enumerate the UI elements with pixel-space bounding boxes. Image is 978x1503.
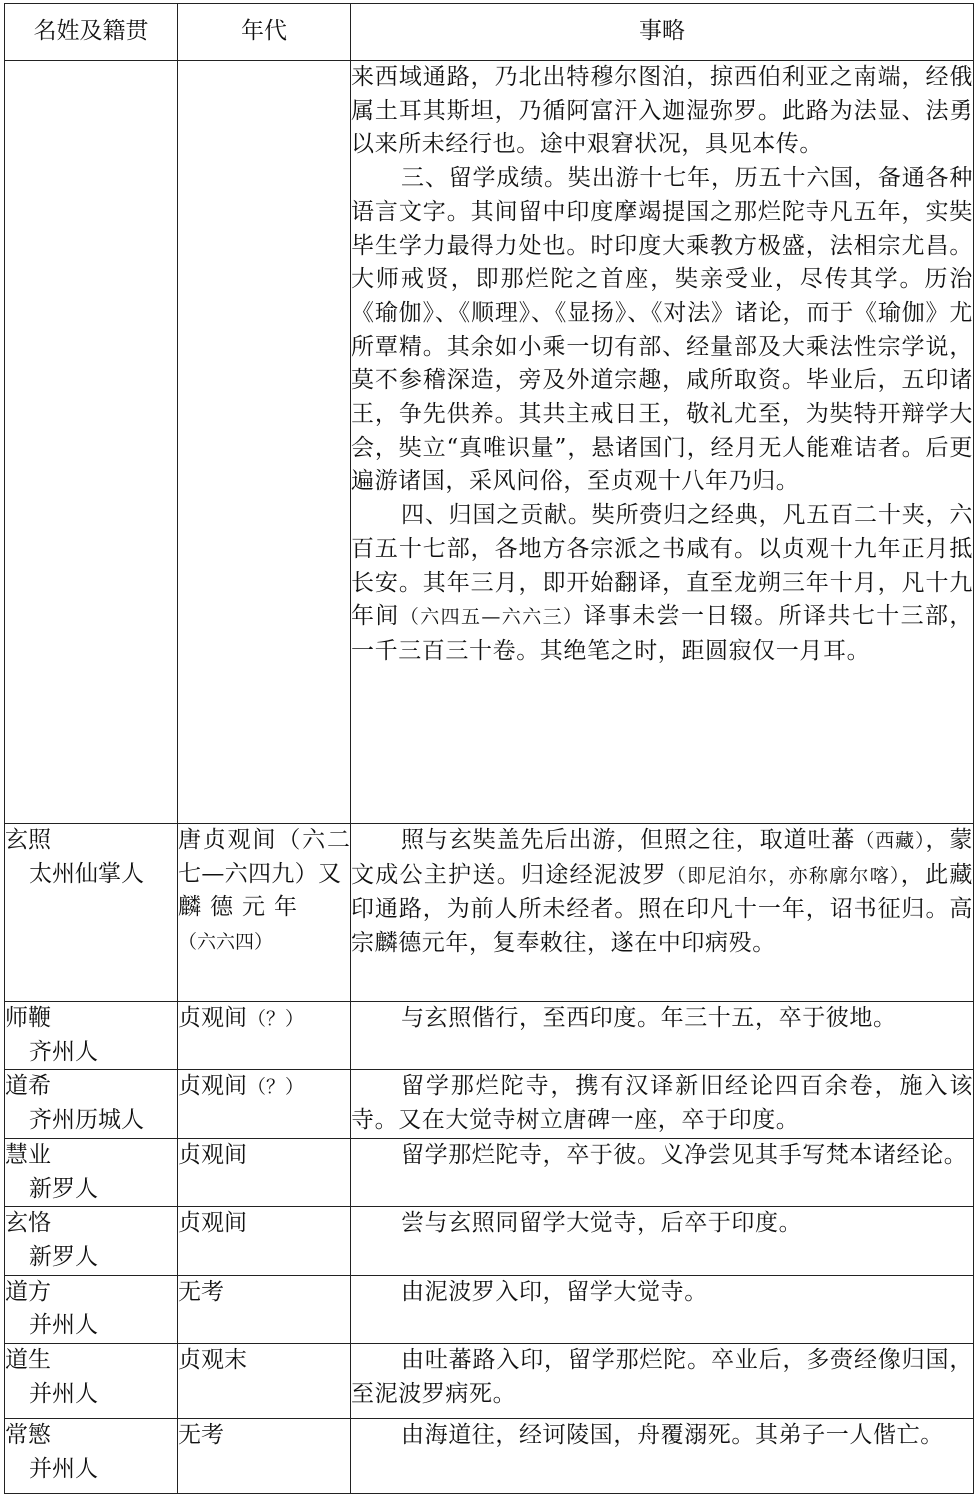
person-origin: 齐州历城人 [29, 1107, 144, 1134]
summary-note: （六四五—六六三） [399, 606, 584, 629]
summary-text: 四、归国之贡献。奘所赍归之经典，凡五百二十夹，六百五十七部，各地方各宗派之书咸有。以贞观十九年正月抵长安。其年三月，即开始翻译，直至龙朔三年十月，凡十九年间 [351, 502, 973, 630]
summary-paragraph: 来西域通路，乃北出特穆尔图泊，掠西伯利亚之南端，经俄属土耳其斯坦，乃循阿富汗入迦湿弥罗。此路为法显、法勇以来所未经行也。途中艰窘状况，具见本传。 [351, 64, 973, 158]
person-name: 玄照 [5, 827, 51, 853]
biography-table [4, 3, 974, 1494]
summary-paragraph: 由吐蕃路入印，留学那烂陀。卒业后，多赍经像归国，至泥波罗病死。 [351, 1347, 973, 1407]
era-text: 又麟德元年 [178, 860, 350, 921]
person-origin: 并州人 [29, 1312, 98, 1339]
summary-note: （即尼泊尔，亦称廓尔喀） [666, 864, 901, 887]
summary-text: ，蒙文成公主护送。归途经泥波罗 [351, 827, 973, 888]
name-cell [5, 1207, 178, 1275]
summary-cell [351, 1138, 974, 1206]
summary-paragraph: 留学那烂陀寺，卒于彼。义净尝见其手写梵本诸经论。 [401, 1141, 968, 1168]
person-name: 道生 [5, 1347, 51, 1374]
summary-cell [351, 61, 974, 824]
summary-cell [351, 1002, 974, 1070]
table-row [5, 1070, 974, 1138]
person-origin: 太州仙掌人 [29, 860, 144, 887]
person-name: 玄恪 [5, 1210, 51, 1237]
summary-cell [351, 1070, 974, 1138]
person-name: 道希 [5, 1073, 51, 1100]
table-row [5, 1002, 974, 1070]
name-cell [5, 1419, 178, 1494]
era-text: 贞观末 [178, 1347, 247, 1374]
era-note: （六六四） [178, 931, 274, 954]
summary-text: 译事未尝一日辍。所译共七十三部，一千三百三十卷。其绝笔之时，距圆寂仅一月耳。 [351, 603, 974, 664]
person-name: 道方 [5, 1278, 51, 1305]
header-era: 年代 [178, 4, 351, 61]
summary-paragraph: 由海道往，经诃陵国，舟覆溺死。其弟子一人偕亡。 [401, 1422, 944, 1449]
summary-text: ，此藏印通路，为前人所未经者。照在印凡十一年，诏书征归。高宗麟德元年，复奉敕往，遂在中印病殁。 [351, 861, 973, 957]
era-note: （六二七—六四九） [178, 827, 351, 887]
summary-cell [351, 824, 974, 1002]
era-text: 无考 [178, 1278, 224, 1305]
era-cell [178, 1070, 351, 1138]
era-text: 无考 [178, 1422, 224, 1449]
era-text: 唐贞观间 [178, 827, 278, 853]
name-cell [5, 61, 178, 824]
name-cell [5, 1344, 178, 1419]
summary-cell [351, 1207, 974, 1275]
era-cell [178, 1419, 351, 1494]
era-cell [178, 61, 351, 824]
summary-text: 照与玄奘盖先后出游，但照之往，取道吐蕃 [401, 827, 856, 853]
summary-paragraph [351, 824, 973, 961]
summary-paragraph: 留学那烂陀寺，携有汉译新旧经论四百余卷，施入该寺。又在大觉寺树立唐碑一座，卒于印度。 [351, 1073, 973, 1134]
header-name-origin: 名姓及籍贯 [5, 4, 178, 61]
era-cell [178, 1002, 351, 1070]
era-text: 贞观间 [178, 1073, 247, 1100]
table-row [5, 1207, 974, 1275]
name-cell [5, 1070, 178, 1138]
summary-paragraph: 由泥波罗入印，留学大觉寺。 [401, 1278, 708, 1305]
summary-paragraph: 三、留学成绩。奘出游十七年，历五十六国，备通各种语言文字。其间留中印度摩竭提国之那烂陀寺凡五年，实奘毕生学力最得力处也。时印度大乘教方极盛，法相宗尤昌。大师戒贤，即那烂陀之首座，奘亲受业，尽传其学。历治《瑜伽》、《顺理》、《显扬》、《对法》诸论，而于《瑜伽》尤所覃精。其余如小乘一切有部、经量部及大乘法性宗学说，莫不参稽深造，旁及外道宗趣，咸所取资。毕业后，五印诸王，争先供养。其共主戒日王，敬礼尤至，为奘特开辩学大会，奘立“真唯识量”，悬诸国门，经月无人能难诘者。后更遍游诸国，采风问俗，至贞观十八年乃归。 [351, 165, 973, 495]
person-origin: 新罗人 [29, 1175, 98, 1202]
summary-cell [351, 1419, 974, 1494]
name-cell [5, 1275, 178, 1343]
era-text: 贞观间 [178, 1005, 247, 1031]
person-origin: 并州人 [29, 1455, 98, 1482]
name-cell [5, 824, 178, 1002]
header-row [5, 4, 974, 61]
summary-cell [351, 1344, 974, 1419]
era-cell [178, 1275, 351, 1343]
summary-paragraph: 尝与玄照同留学大觉寺，后卒于印度。 [401, 1210, 803, 1237]
table-row-continued [5, 61, 974, 824]
era-cell [178, 1138, 351, 1206]
header-summary: 事略 [351, 4, 974, 61]
person-name: 常慜 [5, 1422, 51, 1449]
era-note: （？） [247, 1076, 305, 1099]
era-text: 贞观间 [178, 1210, 247, 1237]
summary-cell [351, 1275, 974, 1343]
era-note: （？） [247, 1008, 305, 1030]
table-row [5, 1419, 974, 1494]
table-row [5, 824, 974, 1002]
person-origin: 并州人 [29, 1380, 98, 1407]
person-name: 慧业 [5, 1141, 51, 1168]
era-cell [178, 824, 351, 1002]
name-cell [5, 1002, 178, 1070]
name-cell [5, 1138, 178, 1206]
summary-paragraph [351, 499, 973, 669]
table-row [5, 1344, 974, 1419]
era-cell [178, 1344, 351, 1419]
era-cell [178, 1207, 351, 1275]
era-text: 贞观间 [178, 1141, 247, 1168]
person-origin: 齐州人 [29, 1038, 98, 1065]
summary-paragraph: 与玄照偕行，至西印度。年三十五，卒于彼地。 [401, 1005, 897, 1031]
summary-note: （西藏） [855, 830, 926, 852]
person-origin: 新罗人 [29, 1243, 98, 1270]
table-row [5, 1138, 974, 1206]
person-name: 师鞭 [5, 1005, 51, 1031]
table-row [5, 1275, 974, 1343]
